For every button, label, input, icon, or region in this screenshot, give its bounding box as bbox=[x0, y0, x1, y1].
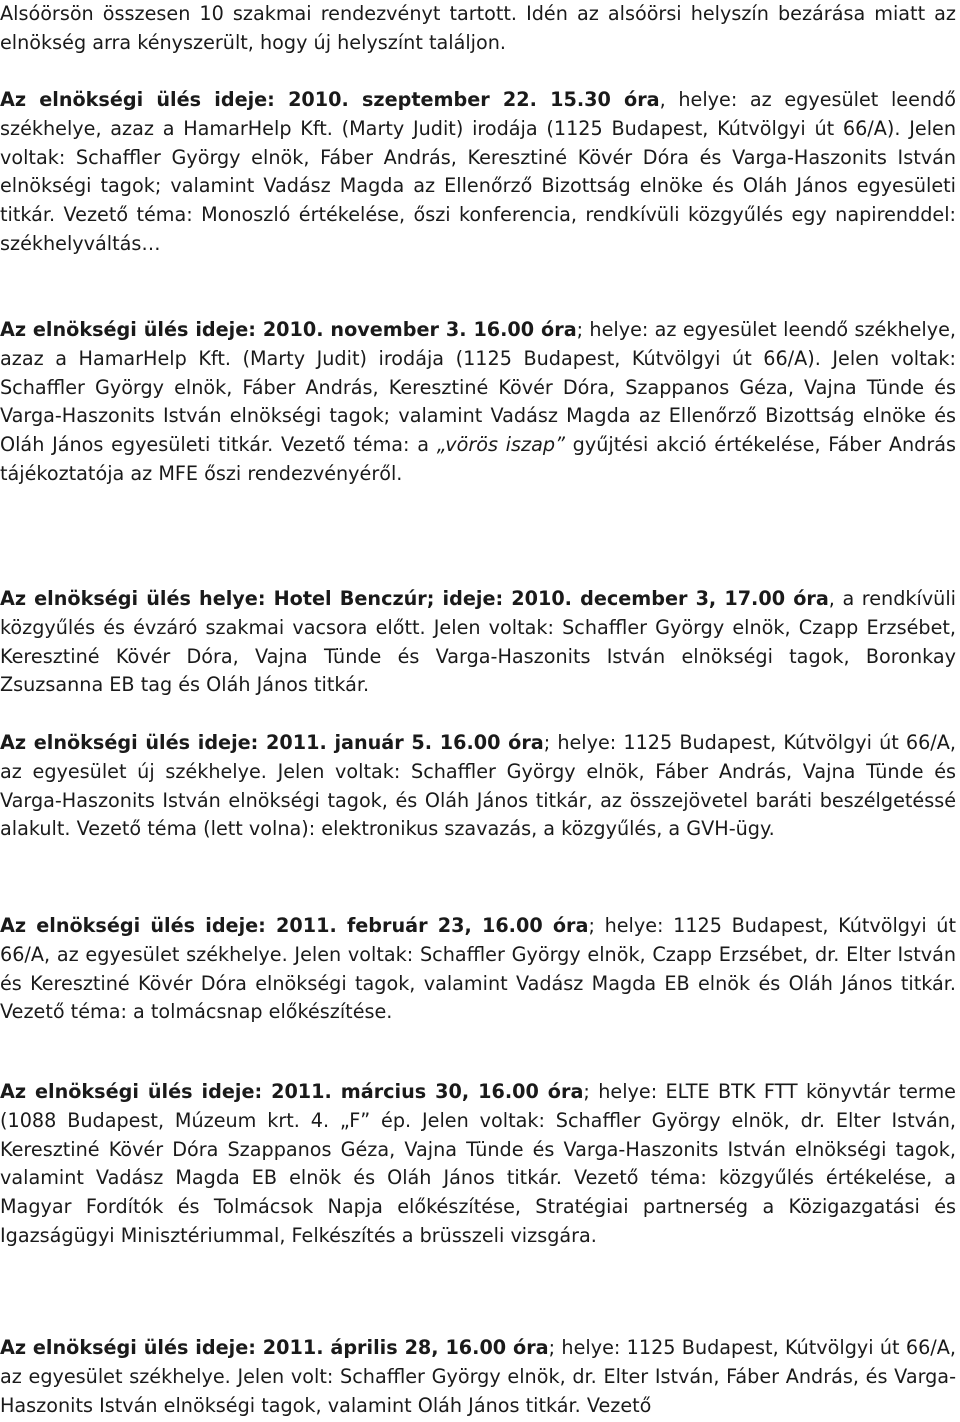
meeting-paragraph-2010-11-03 bbox=[0, 316, 956, 489]
meeting-text: gyűjtési akció értékelése, Fáber András tájékoztatója az MFE őszi rendezvényéről. bbox=[0, 433, 957, 485]
intro-paragraph bbox=[0, 0, 956, 58]
meeting-paragraph-2010-09-22 bbox=[0, 86, 956, 259]
meeting-paragraph-2011-02-23 bbox=[0, 912, 956, 1027]
meeting-heading: Az elnökségi ülés ideje: 2010. szeptember 22. 15.30 óra bbox=[0, 88, 660, 111]
meeting-paragraph-2011-03-30 bbox=[0, 1078, 956, 1251]
meeting-paragraph-2011-04-28 bbox=[0, 1334, 956, 1420]
meeting-heading: Az elnökségi ülés ideje: 2011. március 30, 16.00 óra bbox=[0, 1080, 584, 1103]
meeting-text: , a rendkívüli közgyűlés és évzáró szakmai vacsora előtt. Jelen voltak: Schaffler György elnök, Czapp Erzsébet, Keresztiné Kövér Dóra, Vajna Tünde és Varga-Haszonits István elnökségi tagok, Boronkay Zsuzsanna EB tag és Oláh János titkár. bbox=[0, 587, 957, 697]
meeting-paragraph-2010-12-03 bbox=[0, 585, 956, 700]
meeting-text: ; helye: 1125 Budapest, Kútvölgyi út 66/A, az egyesület székhelye. Jelen voltak: Schaffler György elnök, Czapp Erzsébet, dr. Elter István és Keresztiné Kövér Dóra elnökségi tagok, valamint Vadász Magda EB elnök és Oláh János titkár. Vezető téma: a tolmácsnap előkészítése. bbox=[0, 914, 956, 1024]
meeting-heading: Az elnökségi ülés ideje: 2011. április 28, 16.00 óra bbox=[0, 1336, 549, 1359]
meeting-text: ; helye: 1125 Budapest, Kútvölgyi út 66/A, az egyesület új székhelye. Jelen voltak: Schaffler György elnök, Fáber András, Vajna Tünde és Varga-Haszonits István elnökségi tagok, és Oláh János titkár, az összejövetel baráti beszélgetéssé alakult. Vezető téma (lett volna): elektronikus szavazás, a közgyűlés, a GVH-ügy. bbox=[0, 731, 956, 841]
meeting-text: ; helye: ELTE BTK FTT könyvtár terme (1088 Budapest, Múzeum krt. 4. „F” ép. Jelen voltak: Schaffler György elnök, dr. Elter István, Keresztiné Kövér Dóra Szappanos Géza, Vajna Tünde és Varga-Haszonits István elnökségi tagok, valamint Vadász Magda EB elnök és Oláh János titkár. Vezető téma: közgyűlés értékelése, a Magyar Fordítók és Tolmácsok Napja előkészítése, Stratégiai partnerség a Közigazgatási és Igazságügyi Minisztériummal, Felkészítés a brüsszeli vizsgára. bbox=[0, 1080, 956, 1247]
paragraph-text: Alsóörsön összesen 10 szakmai rendezvényt tartott. Idén az alsóörsi helyszín bezárása miatt az elnökség arra kényszerült, hogy új helyszínt találjon. bbox=[0, 2, 956, 54]
meeting-text: , helye: az egyesület leendő székhelye, azaz a HamarHelp Kft. (Marty Judit) irodája (1125 Budapest, Kútvölgyi út 66/A). Jelen voltak: Schaffler György elnök, Fáber András, Keresztiné Kövér Dóra és Varga-Haszonits István elnökségi tagok; valamint Vadász Magda az Ellenőrző Bizottság elnöke és Oláh János egyesületi titkár. Vezető téma: Monoszló értékelése, őszi konferencia, rendkívüli közgyűlés egy napirenddel: székhelyváltás… bbox=[0, 88, 956, 255]
meeting-heading: Az elnökségi ülés ideje: 2010. november 3. 16.00 óra bbox=[0, 318, 577, 341]
meeting-text: ; helye: 1125 Budapest, Kútvölgyi út 66/A, az egyesület székhelye. Jelen volt: Schaffler György elnök, dr. Elter István, Fáber András, és Varga-Haszonits István elnökségi tagok, valamint Oláh János titkár. Vezető bbox=[0, 1336, 956, 1417]
meeting-text-italic: „vörös iszap” bbox=[436, 433, 565, 457]
meeting-heading: Az elnökségi ülés helye: Hotel Benczúr; ideje: 2010. december 3, 17.00 óra bbox=[0, 587, 829, 610]
meeting-heading: Az elnökségi ülés ideje: 2011. január 5. 16.00 óra bbox=[0, 731, 544, 754]
meeting-heading: Az elnökségi ülés ideje: 2011. február 23, 16.00 óra bbox=[0, 914, 589, 937]
meeting-text: ; helye: az egyesület leendő székhelye, azaz a HamarHelp Kft. (Marty Judit) irodája (1125 Budapest, Kútvölgyi út 66/A). Jelen voltak: Schaffler György elnök, Fáber András, Keresztiné Kövér Dóra, Szappanos Géza, Vajna Tünde és Varga-Haszonits István elnökségi tagok; valamint Vadász Magda az Ellenőrző Bizottság elnöke és Oláh János egyesületi titkár. Vezető téma: a bbox=[0, 318, 956, 457]
meeting-paragraph-2011-01-05 bbox=[0, 729, 956, 844]
